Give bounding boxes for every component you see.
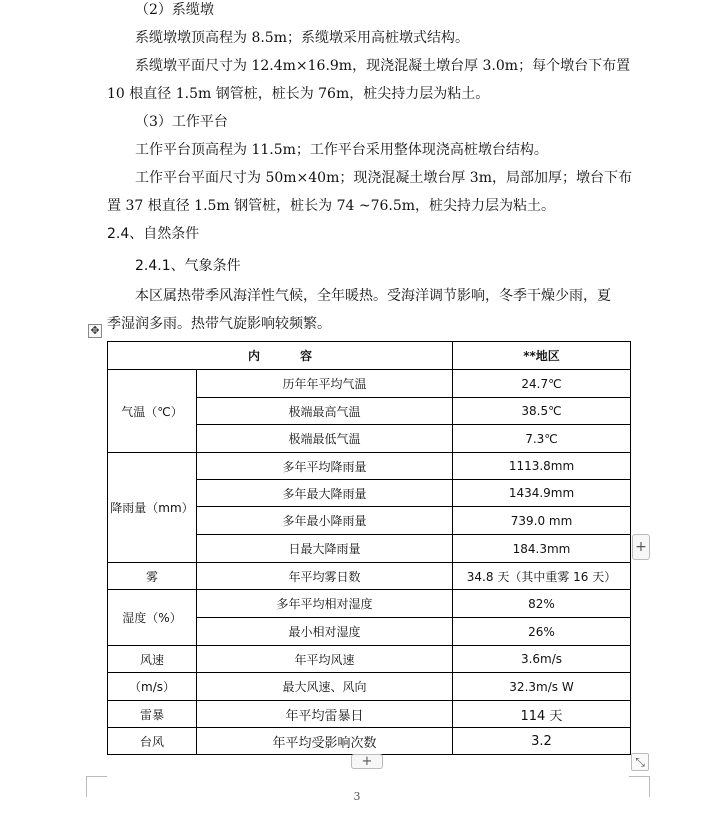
item-cell: 年平均雾日数	[197, 563, 453, 590]
item-cell: 年平均雷暴日	[197, 701, 453, 728]
table-row	[108, 370, 631, 398]
header-content-char: 内	[247, 349, 260, 363]
group-typhoon: 台风	[108, 728, 197, 755]
group-temperature: 气温（℃）	[108, 370, 197, 453]
value-cell: 3.6m/s	[453, 646, 631, 673]
item-cell: 多年最小降雨量	[197, 507, 453, 535]
value-cell: 7.3℃	[453, 425, 631, 453]
group-thunderstorm: 雷暴	[108, 701, 197, 728]
value-cell: 1434.9mm	[453, 480, 631, 507]
paragraph-line: 系缆墩墩顶高程为 8.5m；系缆墩采用高桩墩式结构。	[135, 30, 469, 46]
section-heading-natural-conditions: 2.4、自然条件	[107, 226, 200, 242]
item-cell: 多年平均降雨量	[197, 453, 453, 480]
group-wind-title: 风速	[108, 646, 197, 673]
item-cell: 最小相对湿度	[197, 618, 453, 646]
header-region: **地区	[453, 342, 631, 370]
paragraph-line: 10 根直径 1.5m 钢管桩，桩长为 76m，桩尖持力层为粘土。	[107, 86, 490, 102]
value-cell: 739.0 mm	[453, 507, 631, 535]
subsection-heading-meteorology: 2.4.1、气象条件	[135, 258, 241, 274]
item-cell: 历年年平均气温	[197, 370, 453, 398]
header-content-char: 容	[300, 349, 313, 363]
item-cell: 年平均受影响次数	[197, 728, 453, 755]
add-row-button[interactable]: +	[351, 754, 383, 769]
value-cell: 32.3m/s W	[453, 673, 631, 701]
table-row	[108, 563, 631, 590]
item-cell: 极端最高气温	[197, 398, 453, 425]
heading-work-platform: （3）工作平台	[135, 114, 228, 130]
item-cell: 多年最大降雨量	[197, 480, 453, 507]
table-resize-handle-icon[interactable]: ⤡	[631, 753, 649, 771]
table-row	[108, 673, 631, 701]
table-row	[108, 453, 631, 480]
paragraph-line: 本区属热带季风海洋性气候，全年暖热。受海洋调节影响，冬季干燥少雨，夏	[135, 288, 611, 304]
paragraph-line: 工作平台平面尺寸为 50m×40m；现浇混凝土墩台厚 3m，局部加厚；墩台下布	[135, 170, 632, 186]
page-number: 3	[353, 790, 361, 803]
add-column-button[interactable]: +	[632, 534, 650, 560]
value-cell: 26%	[453, 618, 631, 646]
value-cell: 38.5℃	[453, 398, 631, 425]
header-content	[108, 342, 453, 370]
item-cell: 日最大降雨量	[197, 535, 453, 563]
group-fog: 雾	[108, 563, 197, 590]
table-header-row	[108, 342, 631, 370]
table-row	[108, 646, 631, 673]
item-cell: 极端最低气温	[197, 425, 453, 453]
group-wind-unit: （m/s）	[108, 673, 197, 701]
value-cell: 3.2	[453, 728, 631, 755]
climate-table	[107, 341, 631, 755]
paragraph-line: 工作平台顶高程为 11.5m；工作平台采用整体现浇高桩墩台结构。	[135, 142, 548, 158]
paragraph-line: 置 37 根直径 1.5m 钢管桩，桩长为 74 ~76.5m，桩尖持力层为粘土。	[107, 198, 556, 214]
heading-mooring-dolphin: （2）系缆墩	[135, 2, 214, 18]
value-cell: 34.8 天（其中重雾 16 天）	[453, 563, 631, 590]
value-cell: 114 天	[453, 701, 631, 728]
value-cell: 184.3mm	[453, 535, 631, 563]
table-move-handle-icon[interactable]: ✥	[88, 324, 102, 338]
group-humidity: 湿度（%）	[108, 590, 197, 646]
value-cell: 82%	[453, 590, 631, 618]
group-rainfall: 降雨量（mm）	[108, 453, 197, 563]
paragraph-line: 季湿润多雨。热带气旋影响较频繁。	[107, 316, 331, 332]
table-row	[108, 701, 631, 728]
item-cell: 多年平均相对湿度	[197, 590, 453, 618]
table-row	[108, 590, 631, 618]
item-cell: 最大风速、风向	[197, 673, 453, 701]
item-cell: 年平均风速	[197, 646, 453, 673]
value-cell: 24.7℃	[453, 370, 631, 398]
value-cell: 1113.8mm	[453, 453, 631, 480]
table-row	[108, 728, 631, 755]
paragraph-line: 系缆墩平面尺寸为 12.4m×16.9m，现浇混凝土墩台厚 3.0m；每个墩台下布置	[135, 58, 631, 74]
